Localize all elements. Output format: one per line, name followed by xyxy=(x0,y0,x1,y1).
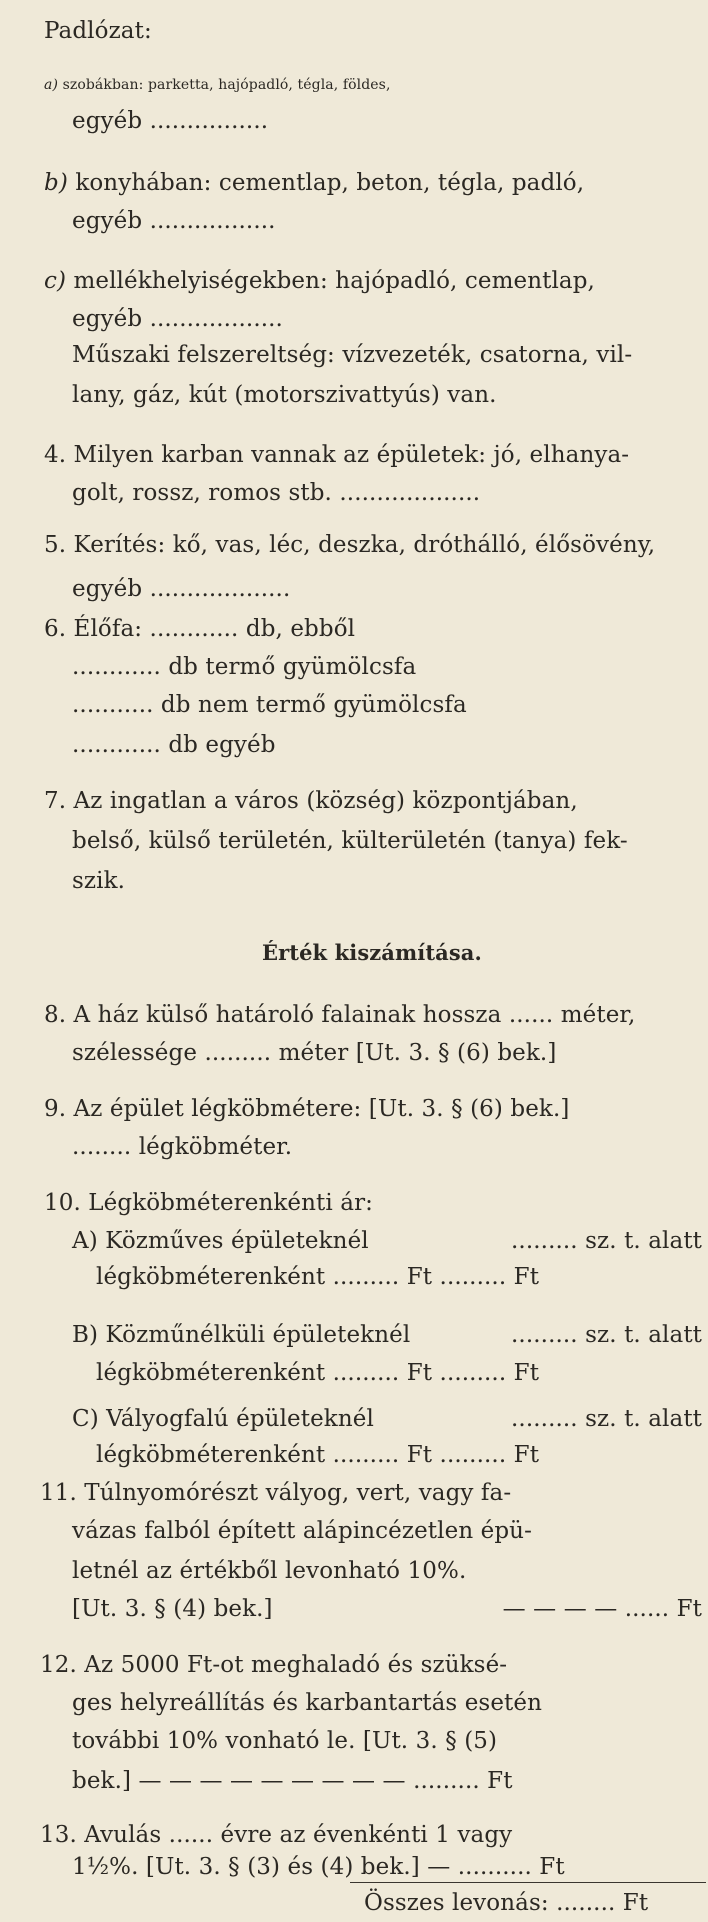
item11-line-1: 11. Túlnyomórészt vályog, vert, vagy fa- xyxy=(40,1480,512,1506)
flooring-c-line xyxy=(44,266,595,296)
flooring-a-marker: a) xyxy=(44,77,59,93)
item4-line-2: golt, rossz, romos stb. ................... xyxy=(72,480,481,506)
tech-line-1: Műszaki felszereltség: vízvezeték, csatorna, vil- xyxy=(72,342,633,368)
item10-C-price: légköbméterenként ......... Ft ......... Ft xyxy=(96,1442,540,1468)
item10-A-price: légköbméterenként ......... Ft ......... Ft xyxy=(96,1264,540,1290)
flooring-b-cont: egyéb ................. xyxy=(72,208,276,234)
item6-line-2: ............ db termő gyümölcsfa xyxy=(72,654,417,680)
item10-C-label: C) Vályogfalú épületeknél xyxy=(72,1406,374,1432)
item13-line-1: 13. Avulás ...... évre az évenkénti 1 vagy xyxy=(40,1822,513,1848)
item5-line-2: egyéb ................... xyxy=(72,576,291,602)
flooring-c-marker: c) xyxy=(44,268,67,294)
item12-line-3: további 10% vonható le. [Ut. 3. § (5) xyxy=(72,1728,498,1754)
flooring-c-cont: egyéb .................. xyxy=(72,306,283,332)
item7-line-3: szik. xyxy=(72,868,126,894)
item6-line-1: 6. Élőfa: ............ db, ebből xyxy=(44,616,356,642)
item10-title: 10. Légköbméterenkénti ár: xyxy=(44,1190,374,1216)
item10-C-row xyxy=(72,1404,702,1434)
item10-B-rate: ......... sz. t. alatt xyxy=(511,1322,702,1348)
total-rule xyxy=(350,1882,706,1883)
item12-line-4: bek.] — — — — — — — — — ......... Ft xyxy=(72,1768,513,1794)
section-heading: Érték kiszámítása. xyxy=(262,940,482,965)
item10-A-label: A) Közműves épületeknél xyxy=(72,1228,369,1254)
flooring-a-cont: egyéb ................ xyxy=(72,108,269,134)
item10-B-label: B) Közműnélküli épületeknél xyxy=(72,1322,411,1348)
item8-line-1: 8. A ház külső határoló falainak hossza ...... méter, xyxy=(44,1002,636,1028)
item10-C-rate: ......... sz. t. alatt xyxy=(511,1406,702,1432)
item10-A-rate: ......... sz. t. alatt xyxy=(511,1228,702,1254)
flooring-b-text: konyhában: cementlap, beton, tégla, padló, xyxy=(75,170,585,196)
flooring-a-text: szobákban: parketta, hajópadló, tégla, földes, xyxy=(62,77,391,93)
item10-B-row xyxy=(72,1320,702,1350)
item4-line-1: 4. Milyen karban vannak az épületek: jó, elhanya- xyxy=(44,442,630,468)
item9-line-2: ........ légköbméter. xyxy=(72,1134,293,1160)
item11-line-2: vázas falból épített alápincézetlen épü- xyxy=(72,1518,532,1544)
item8-line-2: szélessége ......... méter [Ut. 3. § (6) bek.] xyxy=(72,1040,557,1066)
item12-line-2: ges helyreállítás és karbantartás esetén xyxy=(72,1690,543,1716)
flooring-b-line xyxy=(44,168,584,198)
flooring-a-line xyxy=(44,70,706,100)
tech-line-2: lany, gáz, kút (motorszivattyús) van. xyxy=(72,382,497,408)
flooring-b-marker: b) xyxy=(44,170,68,196)
item11-amount: — — — — ...... Ft xyxy=(502,1596,702,1622)
item11-ref: [Ut. 3. § (4) bek.] xyxy=(72,1596,273,1622)
item10-A-row xyxy=(72,1226,702,1256)
total-deduction: Összes levonás: ........ Ft xyxy=(364,1890,649,1916)
item10-B-price: légköbméterenként ......... Ft ......... Ft xyxy=(96,1360,540,1386)
item7-line-2: belső, külső területén, külterületén (tanya) fek- xyxy=(72,828,628,854)
flooring-title: Padlózat: xyxy=(44,18,152,44)
item6-line-4: ............ db egyéb xyxy=(72,732,276,758)
item12-line-1: 12. Az 5000 Ft-ot meghaladó és szüksé- xyxy=(40,1652,508,1678)
item9-line-1: 9. Az épület légköbmétere: [Ut. 3. § (6) bek.] xyxy=(44,1096,570,1122)
flooring-c-text: mellékhelyiségekben: hajópadló, cementlap, xyxy=(73,268,595,294)
item11-line-3: letnél az értékből levonható 10%. xyxy=(72,1558,467,1584)
item11-line-4 xyxy=(72,1594,702,1624)
item13-line-2: 1½%. [Ut. 3. § (3) és (4) bek.] — .......... Ft xyxy=(72,1854,565,1880)
item5-line-1: 5. Kerítés: kő, vas, léc, deszka, dróthálló, élősövény, xyxy=(44,532,656,558)
item7-line-1: 7. Az ingatlan a város (község) központjában, xyxy=(44,788,578,814)
item6-line-3: ........... db nem termő gyümölcsfa xyxy=(72,692,467,718)
